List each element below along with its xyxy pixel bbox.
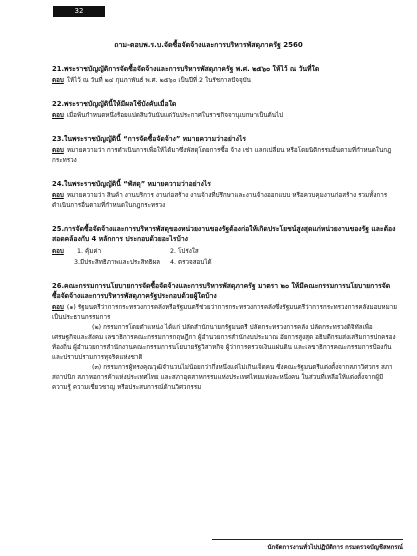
question-24: 24.ในพระราชบัญญัตินี้ “พัสดุ” หมายความว่าอย่างไร xyxy=(52,180,211,188)
answer-26-paragraph: (๒) กรรมการโดยตำแหน่ง ได้แก่ ปลัดสำนักนายกรัฐมนตรี ปลัดกระทรวงการคลัง ปลัดกระทรวงดิจิทัลเพื่อเศรษฐกิจและสังคม เลขาธิการคณะกรรมการกฤษฎีกา ผู้อำนวยการสำนักงบประมาณ อัยการสูงสุด อธิบดีกรมส่งเสริมการปกครองท้องถิ่น ผู้อำนวยการสำนักงานคณะกรรมการนโยบายรัฐวิสาหกิจ ผู้ว่าการตรวจเงินแผ่นดิน และเลขาธิการคณะกรรมการป้องกันและปราบปรามการทุจริตแห่งชาติ xyxy=(52,324,396,361)
answer-23 xyxy=(52,146,397,166)
qa-section-22 xyxy=(52,99,397,121)
document-title: ถาม-ตอบพ.ร.บ.จัดซื้อจัดจ้างและการบริหารพัสดุภาครัฐ 2560 xyxy=(114,41,303,49)
qa-section-21 xyxy=(52,64,397,86)
answer-label: ตอบ xyxy=(52,112,64,119)
option-item xyxy=(52,257,170,268)
answer-text: (๑) รัฐมนตรีว่าการกระทรวงการคลังหรือรัฐมนตรีช่วยว่าการกระทรวงการคลังซึ่งรัฐมนตรีว่าการกระทรวงการคลังมอบหมาย เป็นประธานกรรมการ xyxy=(52,304,397,321)
page-number: 32 xyxy=(53,6,105,17)
qa-section-24 xyxy=(52,179,397,211)
answer-22 xyxy=(52,111,397,121)
option-text: 3.มีประสิทธิภาพและประสิทธิผล xyxy=(74,259,161,266)
footer-divider xyxy=(212,539,403,540)
answer-text: เมื่อพ้นกำหนดหนึ่งร้อยแปดสิบวันนับแต่วันประกาศในราชกิจจานุเบกษาเป็นต้นไป xyxy=(66,112,284,119)
answer-text: หมายความว่า สินค้า งานบริการ งานก่อสร้าง งานจ้างที่ปรึกษาและงานจ้างออกแบบ หรือควบคุมงานก่อสร้าง รวมทั้งการดำเนินการอื่นตามที่กำหนดในกฎกระทรวง xyxy=(52,192,388,209)
answer-label: ตอบ xyxy=(52,77,64,84)
answer-label: ตอบ xyxy=(52,147,64,154)
question-21: 21.พระราชบัญญัติการจัดซื้อจัดจ้างและการบริหารพัสดุภาครัฐ พ.ศ. ๒๕๖๐ ให้ไว้ ณ วันที่ใด xyxy=(52,65,320,73)
qa-section-23 xyxy=(52,134,397,166)
question-22: 22.พระราชบัญญัตินี้ให้มีผลใช้บังคับเมื่อใด xyxy=(52,100,177,108)
answer-21 xyxy=(52,76,397,86)
option-text: 1. คุ้มค่า xyxy=(77,248,102,255)
option-item: 2. โปร่งใส xyxy=(170,248,199,255)
footer-text: นักจัดการงานทั่วไปปฏิบัติการ กรมตรวจบัญชีสหกรณ์ xyxy=(267,544,403,551)
option-item xyxy=(52,246,170,257)
answer-text: หมายความว่า การดำเนินการเพื่อให้ได้มาซึ่งพัสดุโดยการซื้อ จ้าง เช่า แลกเปลี่ยน หรือโดยนิติกรรมอื่นตามที่กำหนดในกฎกระทรวง xyxy=(52,147,392,164)
qa-section-26 xyxy=(52,281,397,393)
answer-label: ตอบ xyxy=(52,304,64,311)
answer-label: ตอบ xyxy=(52,248,64,255)
answer-25-options xyxy=(52,246,397,268)
question-25: 25.การจัดซื้อจัดจ้างและการบริหารพัสดุของหน่วยงานของรัฐต้องก่อให้เกิดประโยชน์สูงสุดแก่หน่วยงานของรัฐ และต้องสอดคล้องกับ 4 หลักการ ประกอบด้วยอะไรบ้าง xyxy=(52,225,396,243)
answer-label: ตอบ xyxy=(52,192,64,199)
answer-24 xyxy=(52,191,397,211)
qa-content xyxy=(52,64,397,406)
answer-text: ให้ไว้ ณ วันที่ ๒๔ กุมภาพันธ์ พ.ศ. ๒๕๖๐ เป็นปีที่ 2 ในรัชกาลปัจจุบัน xyxy=(66,77,251,84)
answer-26 xyxy=(52,303,397,323)
qa-section-25 xyxy=(52,224,397,268)
question-26: 26.คณะกรรมการนโยบายการจัดซื้อจัดจ้างและการบริหารพัสดุภาครัฐ มาตรา ๒๐ ให้มีคณะกรรมการนโยบายการจัดซื้อจัดจ้างและการบริหารพัสดุภาครัฐประกอบด้วยผู้ใดบ้าง xyxy=(52,282,391,300)
option-item: 4. ตรวจสอบได้ xyxy=(170,259,212,266)
question-23: 23.ในพระราชบัญญัตินี้ “การจัดซื้อจัดจ้าง” หมายความว่าอย่างไร xyxy=(52,135,247,143)
answer-26-paragraph: (๓) กรรมการผู้ทรงคุณวุฒิจำนวนไม่น้อยกว่ากึ่งหนึ่งแต่ไม่เกินเจ็ดคน ซึ่งคณะรัฐมนตรีแต่งตั้งจากสภาวิศวกร สภาสถาปนิก สภาหอการค้าแห่งประเทศไทย และสภาอุตสาหกรรมแห่งประเทศไทยแห่งละหนึ่งคน ในส่วนที่เหลือให้แต่งตั้งจากผู้มีความรู้ ความเชี่ยวชาญ หรือประสบการณ์ด้านวิศวกรรม xyxy=(52,364,393,391)
